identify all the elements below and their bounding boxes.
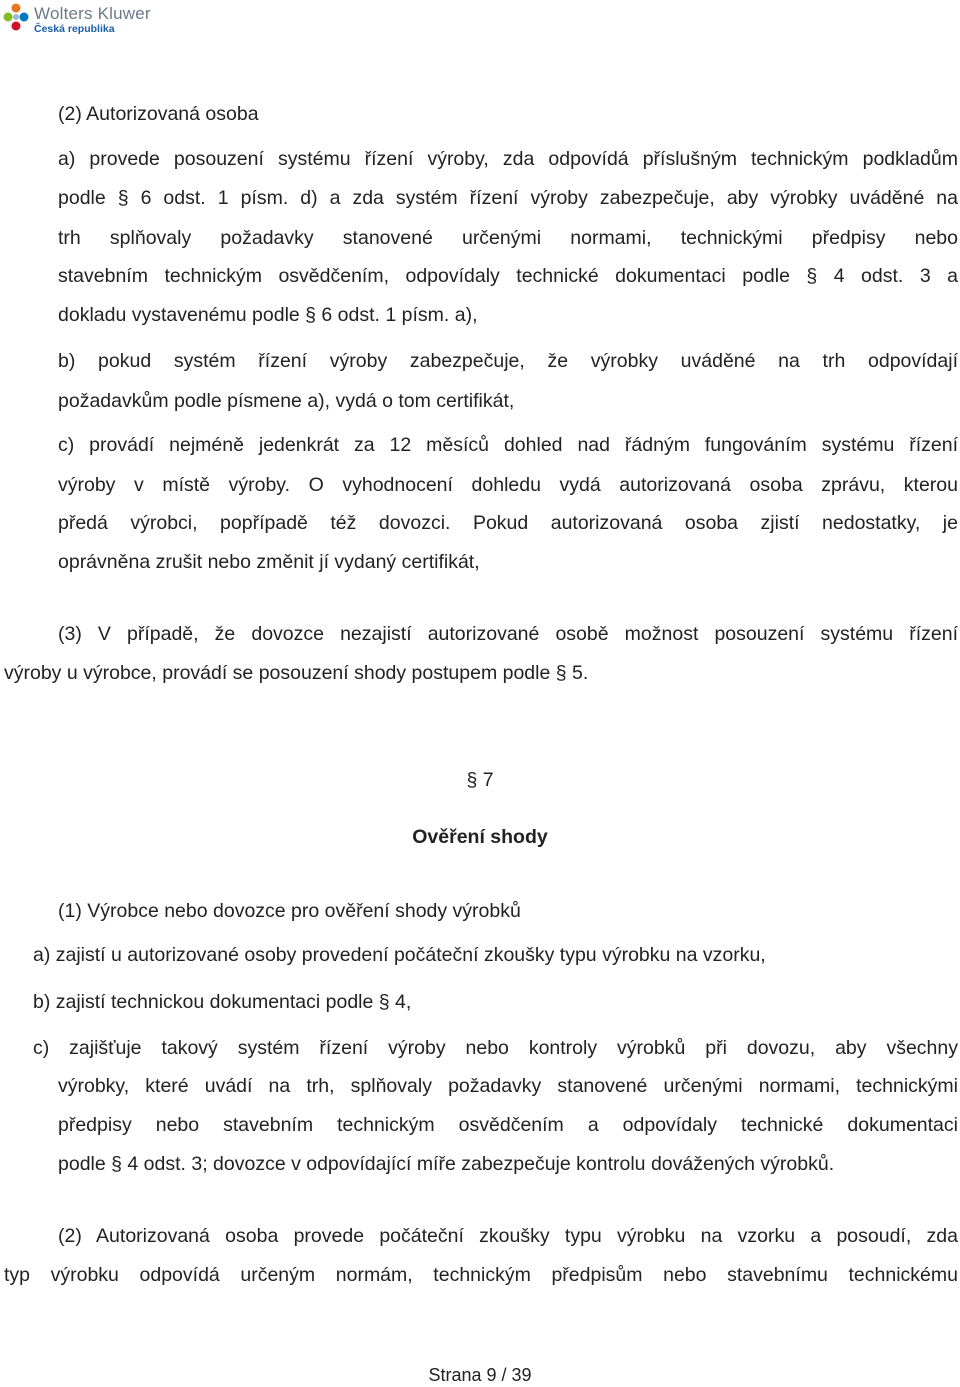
paragraph-line: předá výrobci, popřípadě též dovozci. Pokud autorizovaná osoba zjistí nedostatky, je <box>58 512 958 534</box>
paragraph-line: výroby v místě výroby. O vyhodnocení dohledu vydá autorizovaná osoba zprávu, kterou <box>58 474 958 496</box>
paragraph-line: b) zajistí technickou dokumentaci podle § 4, <box>33 991 412 1013</box>
paragraph-line: c) provádí nejméně jedenkrát za 12 měsíců dohled nad řádným fungováním systému řízení <box>58 434 958 456</box>
paragraph-line: výrobky, které uvádí na trh, splňovaly požadavky stanovené určenými normami, technickými <box>58 1075 958 1097</box>
paragraph-line: předpisy nebo stavebním technickým osvědčením a odpovídaly technické dokumentaci <box>58 1114 958 1136</box>
paragraph-line: (3) V případě, že dovozce nezajistí autorizované osobě možnost posouzení systému řízení <box>58 623 958 645</box>
section-title: Ověření shody <box>412 826 548 848</box>
paragraph-line: dokladu vystavenému podle § 6 odst. 1 písm. a), <box>58 304 478 326</box>
paragraph-line: požadavkům podle písmene a), vydá o tom certifikát, <box>58 390 515 412</box>
section-number: § 7 <box>466 769 494 791</box>
paragraph-line: (1) Výrobce nebo dovozce pro ověření shody výrobků <box>58 900 521 922</box>
paragraph-line: c) zajišťuje takový systém řízení výroby nebo kontroly výrobků při dovozu, aby všechny <box>33 1037 958 1059</box>
paragraph-line: b) pokud systém řízení výroby zabezpečuje, že výrobky uváděné na trh odpovídají <box>58 350 958 372</box>
paragraph-line: trh splňovaly požadavky stanovené určenými normami, technickými předpisy nebo <box>58 227 958 249</box>
logo-country-text: Česká republika <box>34 23 115 35</box>
paragraph-line: (2) Autorizovaná osoba <box>58 103 259 125</box>
paragraph-line: oprávněna zrušit nebo změnit jí vydaný certifikát, <box>58 551 480 573</box>
paragraph-line: podle § 4 odst. 3; dovozce v odpovídající míře zabezpečuje kontrolu dovážených výrobků. <box>58 1153 835 1175</box>
paragraph-line: výroby u výrobce, provádí se posouzení shody postupem podle § 5. <box>4 662 589 684</box>
paragraph-line: a) provede posouzení systému řízení výroby, zda odpovídá příslušným technickým podkladům <box>58 148 958 170</box>
publisher-logo <box>2 2 151 36</box>
paragraph-line: stavebním technickým osvědčením, odpovídaly technické dokumentaci podle § 4 odst. 3 a <box>58 265 958 287</box>
wolters-kluwer-logo-icon <box>2 2 30 32</box>
logo-brand-text: Wolters Kluwer <box>34 4 151 23</box>
page-number: Strana 9 / 39 <box>428 1365 532 1385</box>
paragraph-line: (2) Autorizovaná osoba provede počáteční zkoušky typu výrobku na vzorku a posoudí, zda <box>58 1225 958 1247</box>
paragraph-line: a) zajistí u autorizované osoby provedení počáteční zkoušky typu výrobku na vzorku, <box>33 944 766 966</box>
paragraph-line: podle § 6 odst. 1 písm. d) a zda systém řízení výroby zabezpečuje, aby výrobky uváděné na <box>58 187 958 209</box>
paragraph-line: typ výrobku odpovídá určeným normám, technickým předpisům nebo stavebnímu technickému <box>4 1264 958 1286</box>
